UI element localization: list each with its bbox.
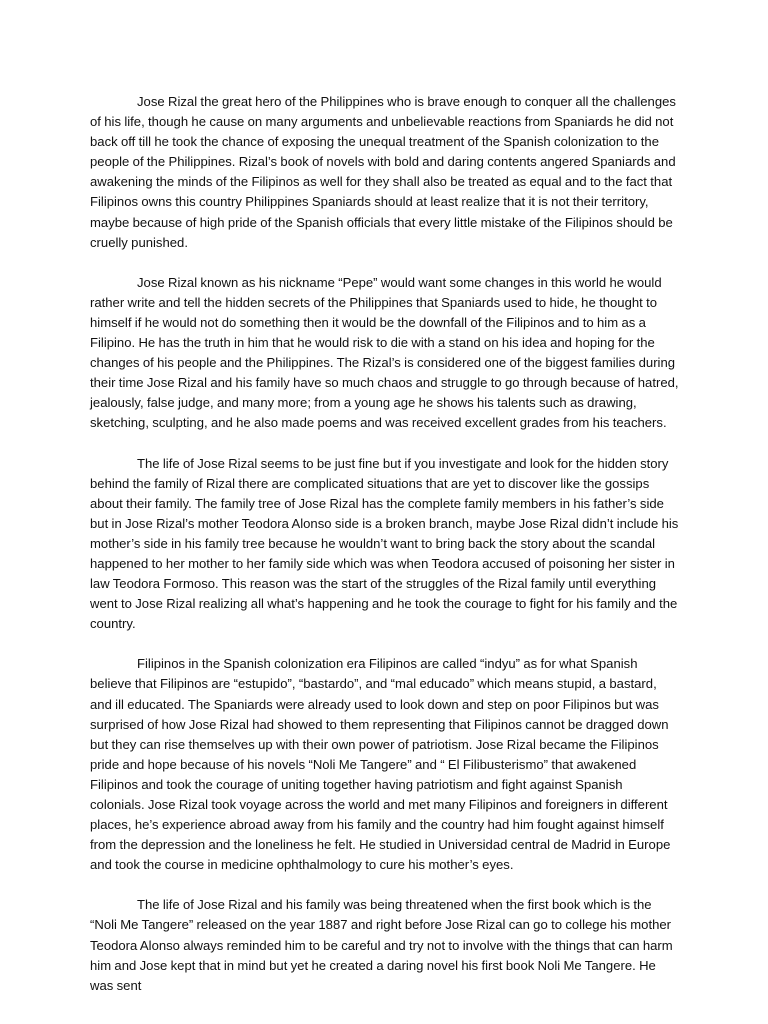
paragraph-5: The life of Jose Rizal and his family was being threatened when the first book which is the “Noli Me Tangere” released on the year 1887 and right before Jose Rizal can go to college his mother Teodora Alonso always reminded him to be careful and try not to involve with the things that can harm him and Jose kept that in mind but yet he created a daring novel his first book Noli Me Tangere. He was sent [90, 897, 673, 993]
paragraph-1: Jose Rizal the great hero of the Philippines who is brave enough to conquer all the challenges of his life, though he cause on many arguments and unbelievable reactions from Spaniards he did not back off till he took the chance of exposing the unequal treatment of the Spanish colonization to the people of the Philippines. Rizal’s book of novels with bold and daring contents angered Spaniards and awakening the minds of the Filipinos as well for they shall also be treated as equal and to the fact that Filipinos owns this country Philippines Spaniards should at least realize that it is not their territory, maybe because of high pride of the Spanish officials that every little mistake of the Filipinos should be cruelly punished. [90, 94, 676, 250]
paragraph-4: Filipinos in the Spanish colonization era Filipinos are called “indyu” as for what Spanish believe that Filipinos are “estupido”, “bastardo”, and “mal educado” which means stupid, a bastard, and ill educated. The Spaniards were already used to look down and step on poor Filipinos but was surprised of how Jose Rizal had showed to them representing that Filipinos cannot be dragged down but they can rise themselves up with their own power of patriotism. Jose Rizal became the Filipinos pride and hope because of his novels “Noli Me Tangere” and “ El Filibusterismo” that awakened Filipinos and took the courage of uniting together having patriotism and fight against Spanish colonials. Jose Rizal took voyage across the world and met many Filipinos and foreigners in different places, he’s experience abroad away from his family and the country had him fought against himself from the depression and the loneliness he felt. He studied in Universidad central de Madrid in Europe and took the course in medicine ophthalmology to cure his mother’s eyes. [90, 656, 671, 873]
document-body [90, 92, 680, 996]
paragraph-3: The life of Jose Rizal seems to be just fine but if you investigate and look for the hidden story behind the family of Rizal there are complicated situations that are yet to discover like the gossips about their family. The family tree of Jose Rizal has the complete family members in his father’s side but in Jose Rizal’s mother Teodora Alonso side is a broken branch, maybe Jose Rizal didn’t include his mother’s side in his family tree because he wouldn’t want to bring back the story about the scandal happened to her mother to her family side which was when Teodora accused of poisoning her sister in law Teodora Formoso. This reason was the start of the struggles of the Rizal family until everything went to Jose Rizal realizing all what’s happening and he took the courage to fight for his family and the country. [90, 455, 679, 632]
paragraph-2: Jose Rizal known as his nickname “Pepe” would want some changes in this world he would rather write and tell the hidden secrets of the Philippines that Spaniards used to hide, he thought to himself if he would not do something then it would be the downfall of the Filipinos and to him as a Filipino. He has the truth in him that he would risk to die with a stand on his idea and hoping for the changes of his people and the Philippines. The Rizal’s is considered one of the biggest families during their time Jose Rizal and his family have so much chaos and struggle to go through because of hatred, jealously, false judge, and many more; from a young age he shows his talents such as drawing, sketching, sculpting, and he also made poems and was received excellent grades from his teachers. [90, 274, 679, 431]
